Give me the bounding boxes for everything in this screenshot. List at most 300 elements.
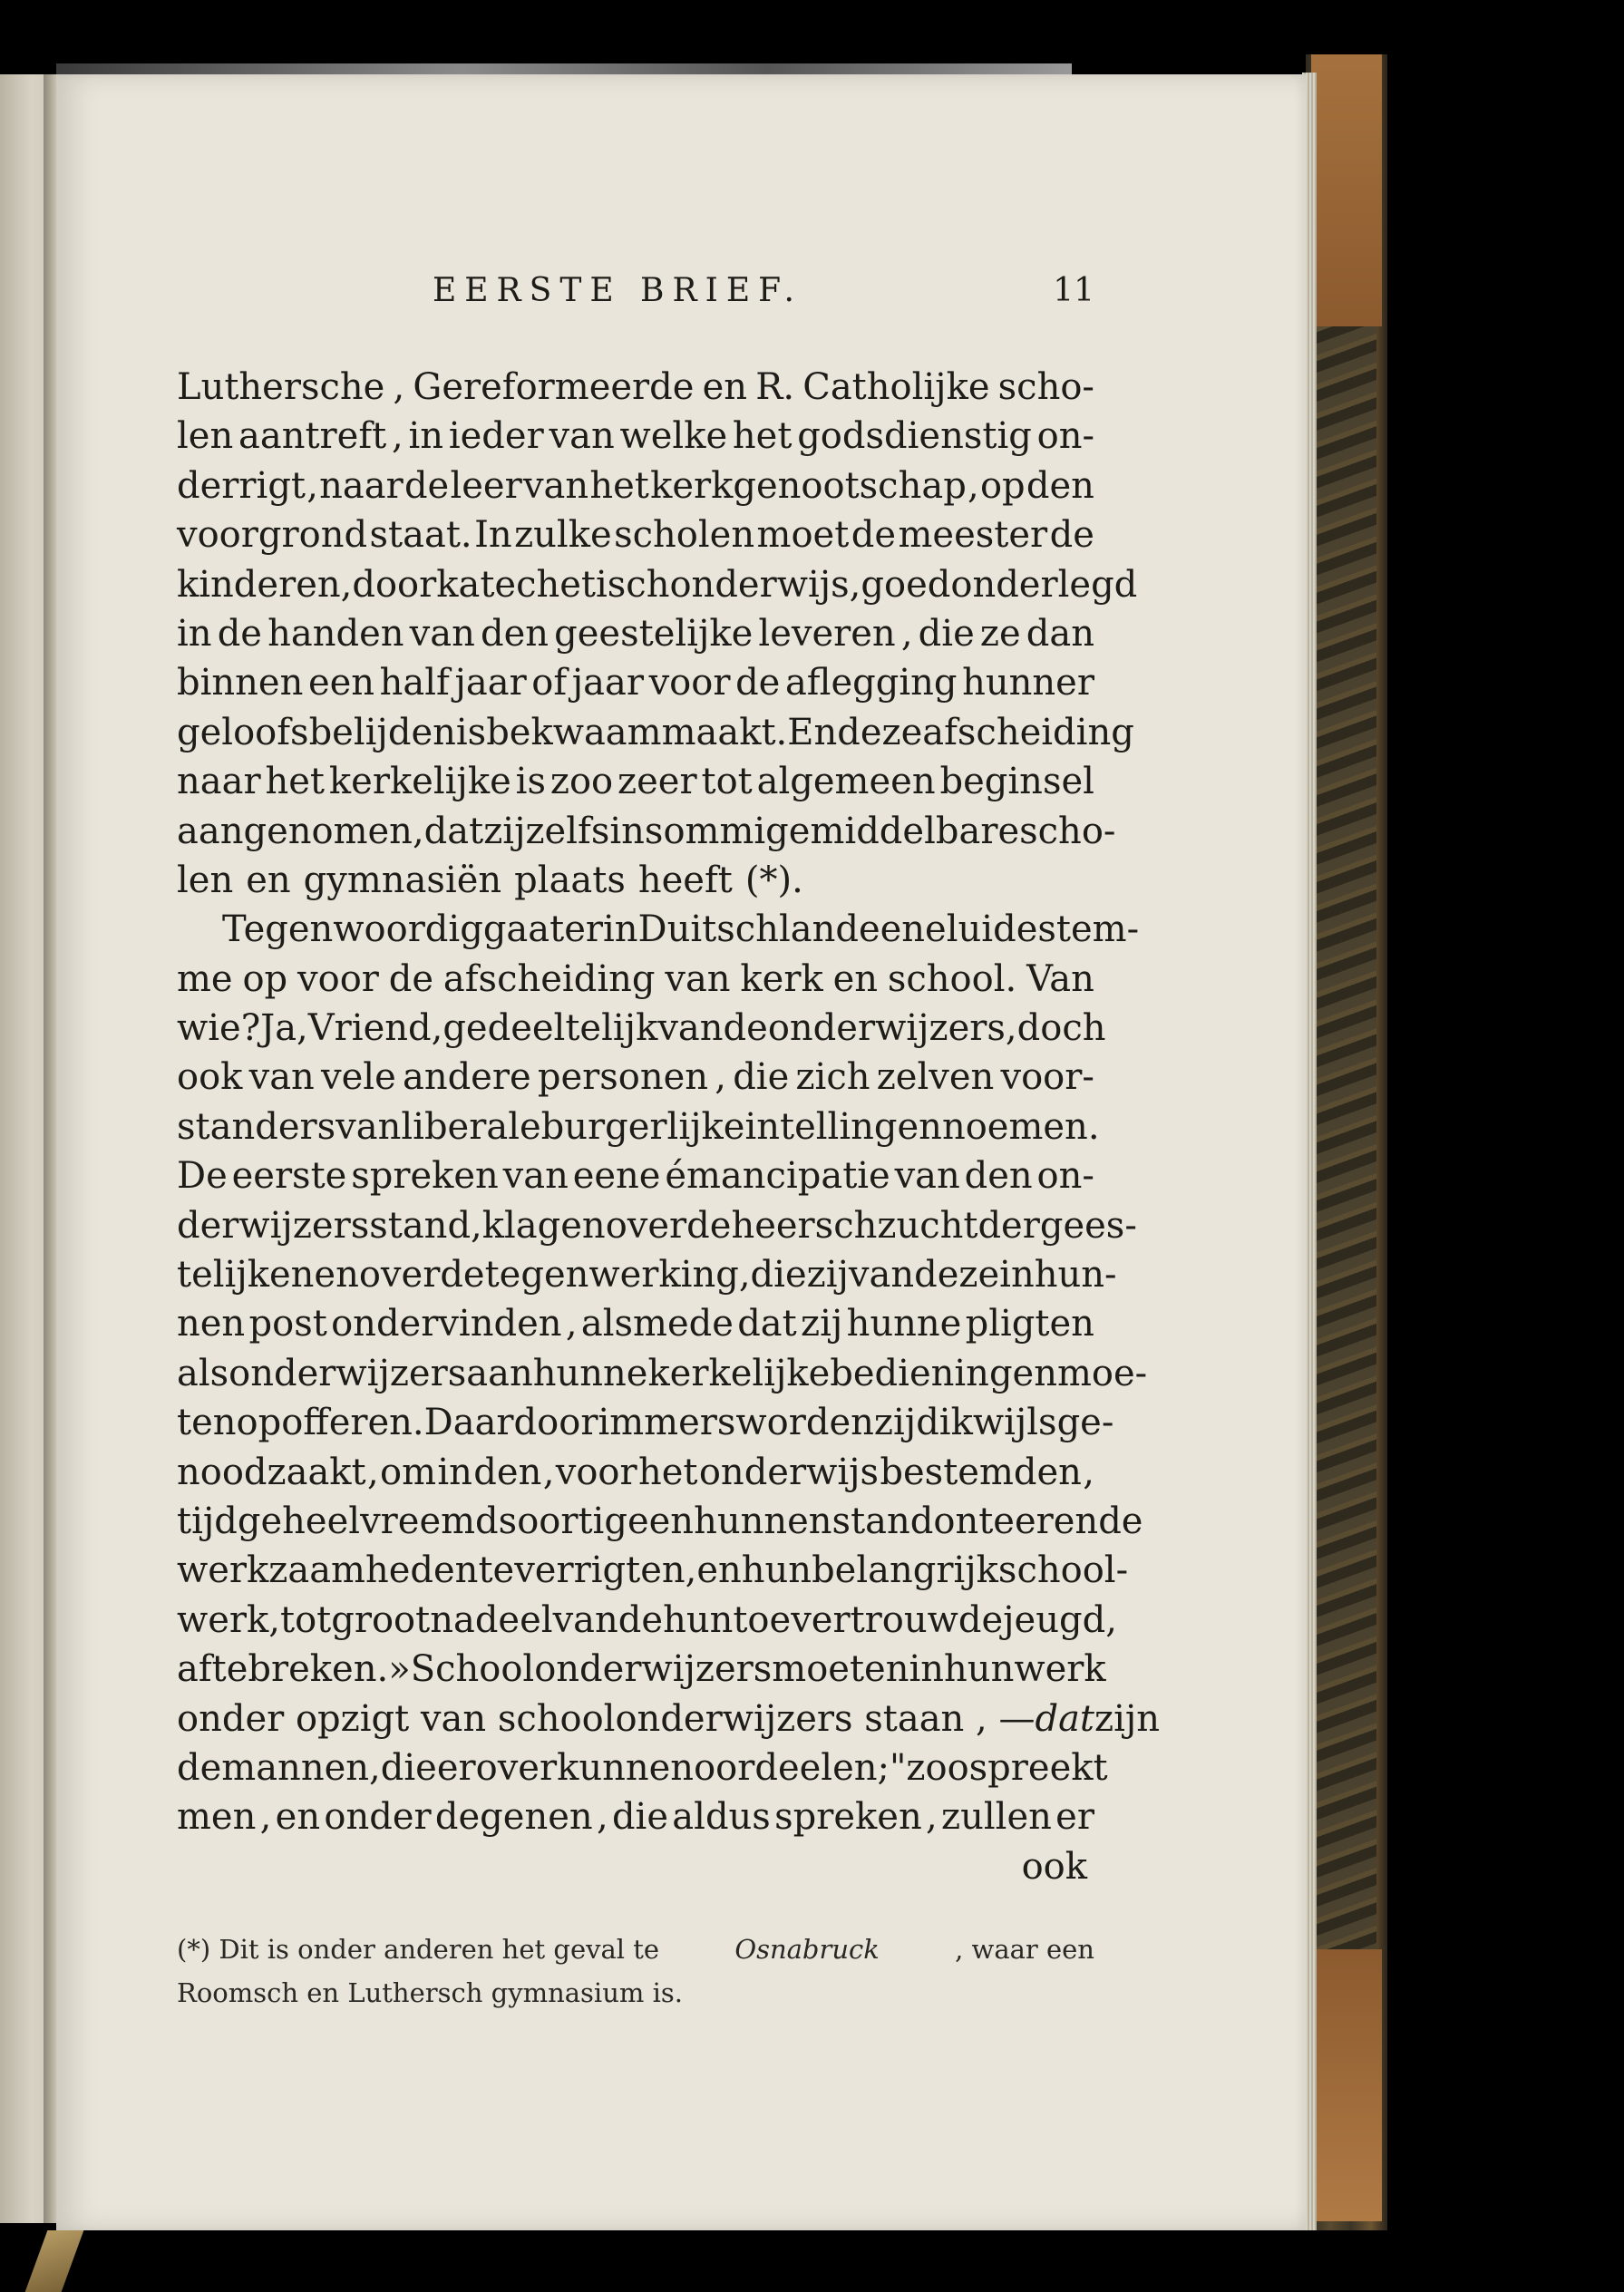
word: hun [663, 1598, 734, 1641]
word: kerk [740, 957, 823, 1000]
word: tot [701, 761, 753, 803]
word: door [352, 563, 437, 606]
word: ? [240, 1007, 261, 1050]
word: eene [858, 908, 947, 951]
word: toevertrouwde [733, 1598, 1004, 1641]
text-line [177, 1448, 1094, 1497]
word: me [177, 957, 233, 1000]
word: nadeel [430, 1598, 553, 1641]
page-number: 11 [1053, 272, 1094, 309]
word: de [1049, 514, 1094, 557]
word: stand [831, 1500, 934, 1542]
text-line [177, 412, 1094, 461]
word: aangenomen [177, 810, 413, 852]
word: vele [321, 1056, 396, 1099]
word: middelbare [810, 810, 1020, 852]
word: , [596, 1796, 608, 1839]
word: derwijzersstand [177, 1204, 472, 1247]
word: de [618, 1598, 664, 1641]
word: in [602, 908, 638, 951]
word: , [900, 612, 913, 655]
word: Schoolonderwijzers [410, 1648, 773, 1691]
word: alsmede [580, 1303, 734, 1345]
word: den [1026, 464, 1094, 507]
word: voorgrond [177, 514, 368, 557]
word: Van [1026, 957, 1094, 1000]
word: luide [946, 908, 1038, 951]
word: gaat [482, 908, 565, 951]
word: de [217, 612, 262, 655]
word: school. [887, 957, 1017, 1000]
word: zeer [618, 761, 697, 803]
text-line [177, 1102, 1100, 1151]
word: het [637, 1451, 698, 1493]
word: tot [280, 1598, 332, 1641]
word: te [478, 1549, 515, 1592]
word: godsdienstig [797, 415, 1032, 458]
word: personen [537, 1056, 709, 1099]
text-line [177, 1349, 1148, 1398]
word: vreemdsoortige [360, 1500, 649, 1542]
word: , [412, 810, 424, 852]
word: van [409, 612, 475, 655]
text-line [177, 1792, 1094, 1841]
footnote-text: (*) Dit is onder anderen het geval te [177, 1934, 660, 1966]
word: die [380, 1746, 437, 1789]
word: werk [177, 1598, 269, 1641]
word: naar [177, 761, 261, 803]
word: Vriend [307, 1007, 432, 1050]
word: de [851, 514, 897, 557]
word: van [335, 1105, 402, 1148]
word: jaar [571, 662, 644, 704]
word: goed [861, 563, 951, 606]
word: derrigt [177, 464, 306, 507]
word: degenen [434, 1796, 593, 1839]
word: het [265, 761, 325, 803]
word: die [750, 1254, 807, 1297]
word: standers [177, 1105, 336, 1148]
word: zullen [941, 1796, 1052, 1839]
word: tegenwerking [484, 1254, 739, 1297]
text-line [177, 658, 1094, 707]
word: de [404, 464, 450, 507]
word: liberale [401, 1105, 541, 1148]
word: Daardoor [423, 1402, 598, 1444]
word: staat. [369, 514, 472, 557]
word: en [832, 957, 878, 1000]
word: een [307, 662, 375, 704]
word: den [480, 612, 549, 655]
word: maakt. [661, 711, 788, 753]
word: binnen [177, 662, 304, 704]
word: jaar [454, 662, 527, 704]
word: , [340, 563, 353, 606]
word: van [894, 1155, 960, 1198]
word: immers [598, 1402, 736, 1444]
word: scho- [997, 366, 1094, 408]
word: afscheiding [922, 711, 1134, 753]
word: ze [979, 612, 1021, 655]
word: moe- [1056, 1352, 1148, 1394]
word: te [211, 1648, 248, 1691]
word: zelfs [525, 810, 610, 852]
word: de [686, 1204, 732, 1247]
word: voor- [1000, 1056, 1094, 1099]
text-segment: zijn [1094, 1697, 1161, 1740]
running-head-title: EERSTE BRIEF. [433, 272, 802, 309]
word: hun [741, 1549, 812, 1592]
word: over [605, 1204, 687, 1247]
text-line [177, 1743, 1108, 1792]
word: het [589, 464, 649, 507]
word: geestelijke [554, 612, 754, 655]
catchword: ook [1021, 1845, 1087, 1888]
word: on- [1036, 1155, 1094, 1198]
word: algemeen [756, 761, 936, 803]
text-line [177, 955, 1094, 1004]
text-line [177, 1004, 1106, 1053]
word: doch [1016, 1007, 1106, 1050]
word: worden [735, 1402, 874, 1444]
word: klagen [481, 1204, 606, 1247]
text-line [177, 757, 1094, 806]
word: opofferen. [236, 1402, 424, 1444]
word: , [471, 1204, 482, 1247]
word: naar [319, 464, 404, 507]
word: telijken [177, 1254, 315, 1297]
word: tijd [177, 1500, 238, 1542]
word: dat [423, 810, 484, 852]
word: hunne [846, 1303, 962, 1345]
word: noemen. [941, 1105, 1100, 1148]
text-line [177, 1546, 1129, 1595]
footnote-text: , waar een [955, 1934, 1094, 1966]
text-line [177, 461, 1094, 510]
word: aan [466, 1352, 533, 1394]
word: en [275, 1796, 321, 1839]
word: onderlegd [950, 563, 1138, 606]
word: op [979, 464, 1026, 507]
word: dan [1026, 612, 1094, 655]
word: heerschzucht [731, 1204, 978, 1247]
word: noodzaakt [177, 1451, 366, 1493]
word: hun- [1034, 1254, 1117, 1297]
cover-marbled-board [1317, 326, 1376, 1949]
word: Catholijke [802, 366, 990, 408]
word: verrigten [514, 1549, 686, 1592]
text-line [177, 1695, 1161, 1743]
word: die [611, 1796, 669, 1839]
word: aantreft [238, 415, 387, 458]
word: om [380, 1451, 437, 1493]
word: werk [1014, 1648, 1106, 1691]
footnote [177, 1928, 1094, 2015]
word: als [177, 1352, 229, 1394]
text-line [177, 1201, 1137, 1250]
word: groot [331, 1598, 431, 1641]
word: onderwijzers [767, 1007, 1006, 1050]
word: , [366, 1451, 379, 1493]
word: zij [873, 1402, 917, 1444]
word: werkzaamheden [177, 1549, 479, 1592]
word: Tegenwoordig [222, 908, 483, 951]
text-line [177, 708, 1134, 757]
word: en [246, 859, 291, 901]
word: de [723, 1007, 768, 1050]
word: is [515, 761, 546, 803]
word: moet [756, 514, 850, 557]
word: hunnen [694, 1500, 832, 1542]
italic-word: dat [1035, 1697, 1094, 1740]
word: burgerlijke [540, 1105, 745, 1148]
word: nen [177, 1303, 246, 1345]
word: , [431, 1007, 443, 1050]
text-line [177, 1053, 1094, 1102]
word: plaats [514, 859, 626, 901]
word: leveren [758, 612, 896, 655]
word: , [259, 1796, 272, 1839]
text-line [177, 856, 1094, 905]
word: Duitschland [637, 908, 859, 951]
word: , [268, 1598, 280, 1641]
text-line [177, 609, 1094, 658]
word: , [1005, 1007, 1017, 1050]
text-line [177, 1151, 1094, 1200]
word: de [177, 1746, 222, 1789]
word: spreekt [968, 1746, 1108, 1789]
word: post [248, 1303, 327, 1345]
word: , [685, 1549, 697, 1592]
text-line [177, 807, 1116, 856]
word: in [177, 612, 212, 655]
word: gymnasiën [303, 859, 502, 901]
word: van [657, 1007, 724, 1050]
word: aldus [672, 1796, 771, 1839]
word: de [735, 662, 781, 704]
word: stem- [1037, 908, 1140, 951]
word: er [436, 1746, 476, 1789]
word: , [297, 1007, 308, 1050]
word: zij [483, 810, 526, 852]
word: , [542, 1451, 555, 1493]
word: len [177, 415, 234, 458]
word: intellingen [744, 1105, 942, 1148]
word: Gereformeerde [413, 366, 695, 408]
body-text [177, 363, 1161, 1842]
word: spreken [351, 1155, 499, 1198]
word: hunne [532, 1352, 648, 1394]
word: Luthersche [177, 366, 385, 408]
word: hunner [962, 662, 1094, 704]
word: deze [837, 711, 923, 753]
text-line [177, 1497, 1143, 1546]
word: en [696, 1549, 742, 1592]
word: van [552, 1598, 618, 1641]
word: » [388, 1648, 411, 1691]
word: len [177, 859, 234, 901]
word: of [531, 662, 568, 704]
word: , [369, 1746, 381, 1789]
word: moeten [772, 1648, 909, 1691]
word: van [248, 1056, 315, 1099]
word: belangrijk [812, 1549, 998, 1592]
word: meester [898, 514, 1048, 557]
word: scholen [614, 514, 755, 557]
word: kerkgenootschap [650, 464, 967, 507]
word: in [999, 1254, 1035, 1297]
word: over [475, 1746, 558, 1789]
text-line [177, 1250, 1117, 1299]
word: R. [755, 366, 795, 408]
word: katechetisch [436, 563, 670, 606]
text-line [177, 1645, 1106, 1694]
word: in [408, 415, 444, 458]
word: onderwijs [669, 563, 850, 606]
word: der [977, 1204, 1040, 1247]
word: gees- [1039, 1204, 1137, 1247]
word: dat [737, 1303, 797, 1345]
word: , [392, 415, 404, 458]
word: hun [944, 1648, 1015, 1691]
word: , [1083, 1451, 1094, 1493]
gutter-shadow [44, 74, 56, 2223]
word: onderwijzers [229, 1352, 467, 1394]
word: zoo [906, 1746, 969, 1789]
word: mannen [221, 1746, 370, 1789]
word: andere [402, 1056, 531, 1099]
word: , [1105, 1598, 1117, 1641]
word: kunnen [557, 1746, 695, 1789]
text-line [177, 560, 1138, 609]
word: , [393, 366, 405, 408]
word: half [379, 662, 450, 704]
word: , [306, 464, 318, 507]
word: leer [450, 464, 522, 507]
word: den [473, 1451, 542, 1493]
word: deze [914, 1254, 1000, 1297]
word: voor [555, 1451, 637, 1493]
word: oordeelen [694, 1746, 878, 1789]
word: pligten [965, 1303, 1094, 1345]
word: van [549, 415, 615, 458]
word: in [437, 1451, 472, 1493]
word: voor [297, 957, 379, 1000]
word: ge- [1056, 1402, 1114, 1444]
word: beginsel [939, 761, 1094, 803]
text-line [177, 363, 1094, 412]
word: bestemden [880, 1451, 1082, 1493]
text-line [177, 1596, 1117, 1645]
text-segment: onder opzigt van schoolonderwijzers staan , — [177, 1697, 1036, 1740]
word: zich [795, 1056, 870, 1099]
word: op [242, 957, 288, 1000]
word: ieder [448, 415, 544, 458]
word: zij [801, 1303, 843, 1345]
word: En [787, 711, 838, 753]
word: jeugd [1003, 1598, 1106, 1641]
word: , [926, 1796, 938, 1839]
word: ondervinden [331, 1303, 562, 1345]
word: in [909, 1648, 945, 1691]
text-line [177, 905, 1140, 954]
word: zoo [549, 761, 614, 803]
word: , [849, 563, 861, 606]
word: welke [619, 415, 728, 458]
word: school- [997, 1549, 1129, 1592]
word: aflegging [784, 662, 958, 704]
word: geheel [237, 1500, 361, 1542]
word: van [848, 1254, 915, 1297]
footnote-place: Osnabruck [734, 1934, 880, 1966]
word: van [502, 1155, 569, 1198]
word: breken. [248, 1648, 389, 1691]
word: kerkelijke [647, 1352, 831, 1394]
word: scho- [1019, 810, 1116, 852]
word: er [1055, 1796, 1094, 1839]
word: (*). [744, 859, 803, 901]
word: bedieningen [830, 1352, 1057, 1394]
word: gedeeltelijk [442, 1007, 658, 1050]
footnote-text: Roomsch en Luthersch gymnasium is. [177, 1977, 683, 2009]
word: onteerende [933, 1500, 1143, 1542]
word: de [388, 957, 434, 1000]
word: kinderen [177, 563, 341, 606]
word: bekwaam [486, 711, 662, 753]
word: afscheiding [442, 957, 656, 1000]
word: heeft [637, 859, 733, 901]
word: en [314, 1254, 359, 1297]
word: en [702, 366, 748, 408]
text-line [177, 510, 1094, 559]
word: het [732, 415, 793, 458]
word: voor [648, 662, 731, 704]
word: ;" [877, 1746, 907, 1789]
word: sommige [644, 810, 811, 852]
bookmark-ribbon [25, 2230, 84, 2292]
word: De [177, 1155, 228, 1198]
word: zulke [514, 514, 612, 557]
word: die [918, 612, 975, 655]
word: , [738, 1254, 751, 1297]
footnote-line-2 [177, 1971, 1094, 2015]
word: Ja [260, 1007, 297, 1050]
word: men [177, 1796, 257, 1839]
word: zij [806, 1254, 849, 1297]
word: eerste [231, 1155, 347, 1198]
word: die [733, 1056, 790, 1099]
word: , [715, 1056, 726, 1099]
running-head [177, 272, 1094, 326]
word: on- [1036, 415, 1094, 458]
word: geloofsbelijdenis [177, 711, 487, 753]
word: onder [324, 1796, 432, 1839]
word: spreken [774, 1796, 922, 1839]
word: van [522, 464, 589, 507]
word: in [609, 810, 645, 852]
word: zelven [876, 1056, 995, 1099]
word: dikwijls [916, 1402, 1057, 1444]
word: en [648, 1500, 695, 1542]
word: kerkelijke [328, 761, 511, 803]
word: er [564, 908, 603, 951]
word: , [565, 1303, 578, 1345]
word: ten [177, 1402, 237, 1444]
cover-leather-corner-bottom [1311, 1949, 1382, 2221]
word: van [665, 957, 731, 1000]
word: over [358, 1254, 441, 1297]
word: émancipatie [665, 1155, 890, 1198]
